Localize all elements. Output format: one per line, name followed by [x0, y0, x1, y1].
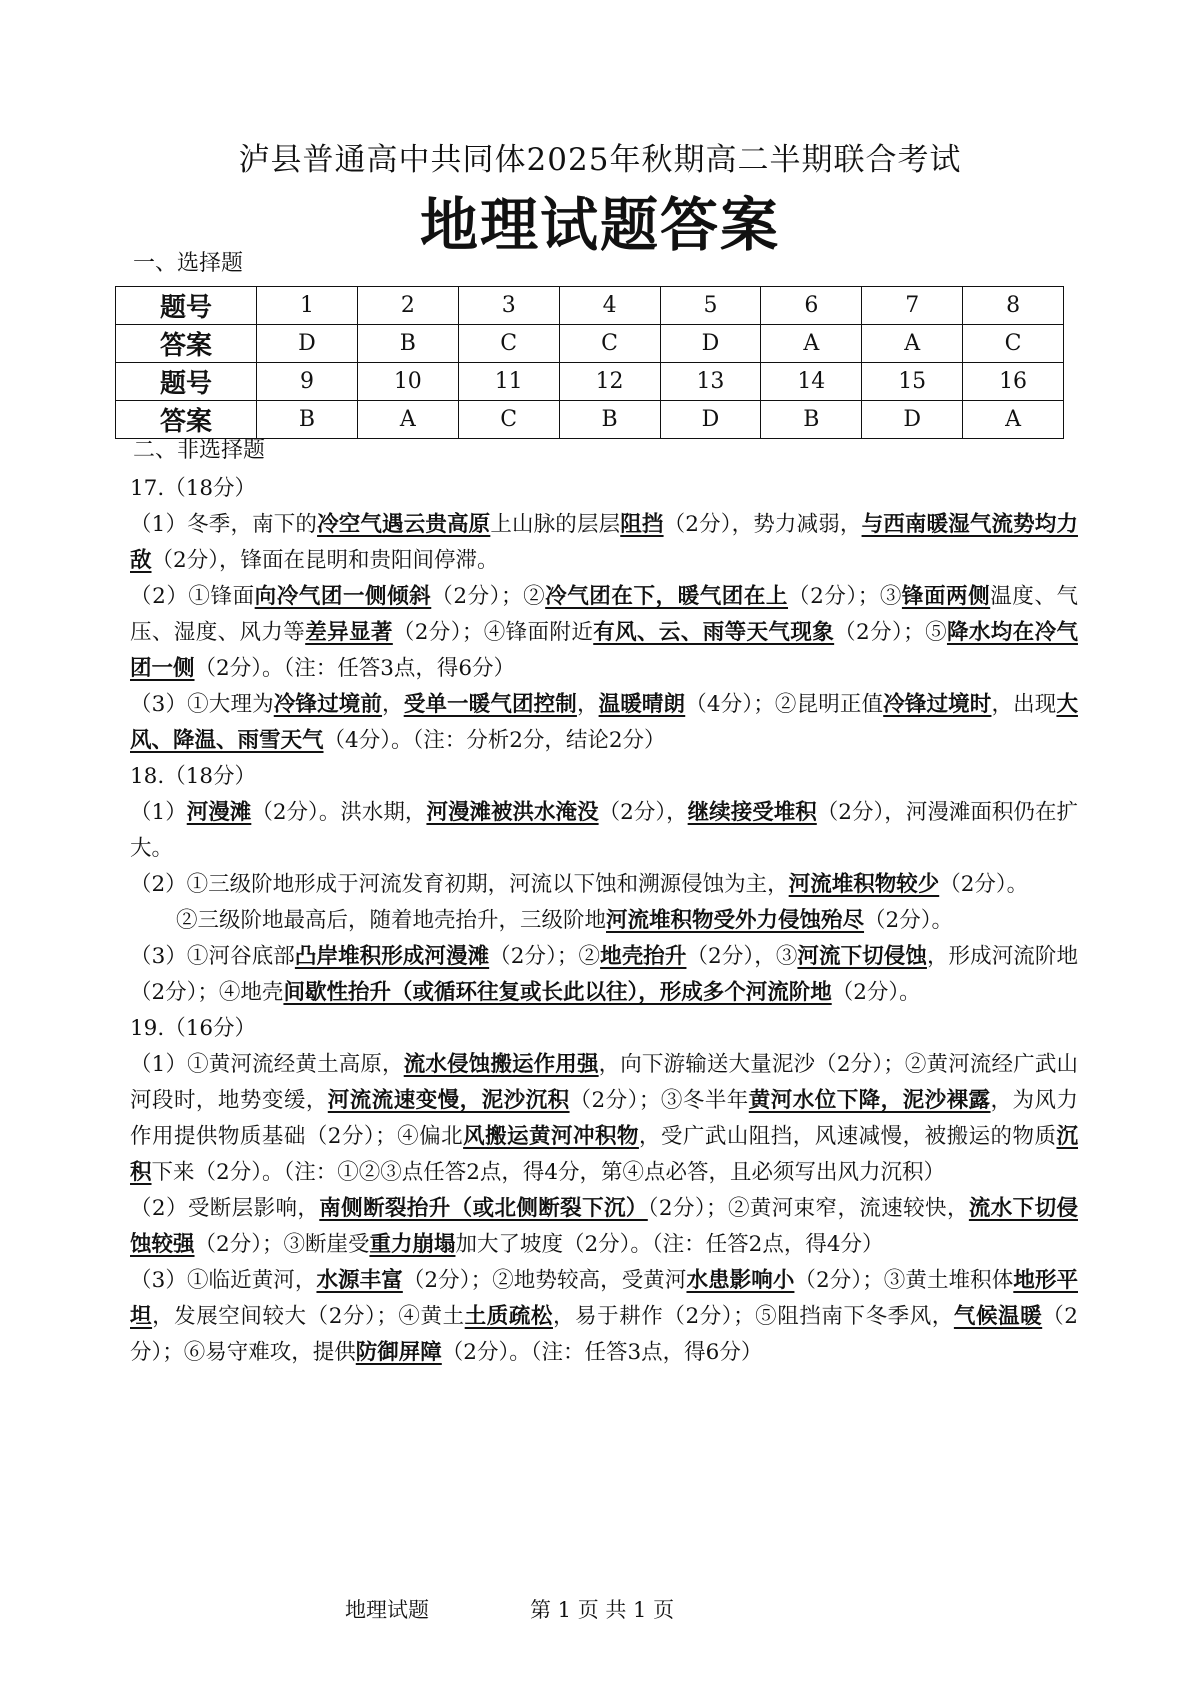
key-phrase: 气候温暖: [953, 1304, 1043, 1329]
table-row: [116, 287, 1064, 325]
answer-text: ，受广武山阻挡，风速减慢，被搬运的物质: [638, 1124, 1057, 1149]
table-cell: D: [862, 401, 963, 439]
key-phrase: 冷气团在下，暖气团在上: [545, 584, 789, 609]
answer-text: （3）①临近黄河，: [130, 1268, 317, 1293]
table-cell: D: [660, 325, 761, 363]
key-phrase: 有风、云、雨等天气现象: [593, 620, 835, 645]
answer-text: （2分），河漫滩面积仍在扩大。: [130, 800, 1078, 861]
key-phrase: 水源丰富: [316, 1268, 403, 1293]
table-cell: D: [660, 401, 761, 439]
table-cell: A: [357, 401, 458, 439]
table-cell: 9: [257, 363, 358, 401]
table-cell: A: [761, 325, 862, 363]
table-cell: 10: [357, 363, 458, 401]
key-phrase: 大风、降温、雨雪天气: [130, 692, 1078, 753]
answer-text: （2分）；③: [788, 584, 902, 609]
key-phrase: 与西南暖湿气流势均力敌: [130, 512, 1078, 573]
key-phrase: 土质疏松: [464, 1304, 553, 1329]
table-cell: B: [257, 401, 358, 439]
answer-key-table: [115, 286, 1064, 439]
q17-part2: [130, 579, 1078, 687]
answer-text: （4分）。（注：分析2分，结论2分）: [323, 728, 666, 753]
row-label-answer: 答案: [116, 401, 257, 439]
answer-text: （2分）；③冬半年: [569, 1088, 749, 1113]
answer-text: （2分）；④锋面附近: [392, 620, 594, 645]
row-label-question-number: 题号: [116, 287, 257, 325]
key-phrase: 流水侵蚀搬运作用强: [403, 1052, 599, 1077]
answer-text: 上山脉的层层: [490, 512, 621, 537]
key-phrase: 风搬运黄河冲积物: [463, 1124, 639, 1149]
key-phrase: 受单一暖气团控制: [403, 692, 577, 717]
key-phrase: 南侧断裂抬升（或北侧断裂下沉）: [319, 1196, 648, 1221]
q18-part2: [130, 867, 1078, 903]
q19-part2: [130, 1191, 1078, 1263]
q19-part3: [130, 1263, 1078, 1371]
section-non-choice-heading: 二、非选择题: [133, 438, 266, 463]
table-cell: 15: [862, 363, 963, 401]
answer-text: （2分）；②黄河束窄，流速较快，: [647, 1196, 969, 1221]
answer-text: （2分）。（注：任答3点，得6分）: [194, 656, 516, 681]
answer-text: （2分）；②: [489, 944, 601, 969]
answer-text: ，发展空间较大（2分）；④黄土: [152, 1304, 465, 1329]
table-cell: 12: [559, 363, 660, 401]
footer-page-number: 第 1 页 共 1 页: [530, 1598, 675, 1622]
key-phrase: 地形平坦: [130, 1268, 1078, 1329]
answer-text: ，为风力作用提供物质基础（2分）；④偏北: [130, 1088, 1078, 1149]
table-cell: 16: [963, 363, 1064, 401]
table-cell: A: [963, 401, 1064, 439]
answer-text: （2分）；③黄土堆积体: [794, 1268, 1014, 1293]
answer-text: （2分），锋面在昆明和贵阳间停滞。: [151, 548, 499, 573]
table-cell: B: [357, 325, 458, 363]
table-cell: 6: [761, 287, 862, 325]
answer-text: （3）①河谷底部: [130, 944, 295, 969]
answer-text: （2）受断层影响，: [130, 1196, 320, 1221]
answer-text: （2）①锋面: [130, 584, 255, 609]
key-phrase: 河流流速变慢，泥沙沉积: [327, 1088, 570, 1113]
question-19-heading: 19.（16分）: [130, 1016, 257, 1041]
key-phrase: 向冷气团一侧倾斜: [254, 584, 432, 609]
footer-subject: 地理试题: [345, 1598, 429, 1622]
table-cell: 11: [458, 363, 559, 401]
answer-text: ，向下游输送大量泥沙（2分）；②黄河流经广武山河段时，地势变缓，: [130, 1052, 1078, 1113]
answer-text: ，出现: [991, 692, 1057, 717]
q17-part3: [130, 687, 1078, 759]
answer-text: ，形成河流阶地（2分）；④地壳: [130, 944, 1078, 1005]
q19-part1: [130, 1047, 1078, 1191]
table-cell: 1: [257, 287, 358, 325]
row-label-question-number: 题号: [116, 363, 257, 401]
exam-title: 泸县普通高中共同体2025年秋期高二半期联合考试: [238, 142, 962, 178]
q17-part1: [130, 507, 1078, 579]
q18-part3: [130, 939, 1078, 1011]
key-phrase: 降水均在冷气团一侧: [130, 620, 1078, 681]
answer-text: （2分），: [598, 800, 688, 825]
key-phrase: 流水下切侵蚀较强: [130, 1196, 1078, 1257]
answer-text: （2分）。: [939, 872, 1029, 897]
key-phrase: 温暖晴朗: [598, 692, 686, 717]
key-phrase: 河漫滩: [186, 800, 252, 825]
table-cell: C: [458, 401, 559, 439]
table-row: [116, 363, 1064, 401]
key-phrase: 河流下切侵蚀: [797, 944, 927, 969]
key-phrase: 防御屏障: [355, 1340, 442, 1365]
answer-title: 地理试题答案: [419, 191, 780, 259]
section-multiple-choice-heading: 一、选择题: [133, 251, 244, 276]
answer-text: （4分）；②昆明正值: [685, 692, 884, 717]
table-row: [116, 325, 1064, 363]
key-phrase: 重力崩塌: [369, 1232, 456, 1257]
table-cell: D: [257, 325, 358, 363]
key-phrase: 地壳抬升: [600, 944, 687, 969]
table-cell: 4: [559, 287, 660, 325]
answer-text: （3）①大理为: [130, 692, 274, 717]
answer-text: （2分）。: [864, 908, 953, 933]
key-phrase: 黄河水位下降，泥沙裸露: [748, 1088, 991, 1113]
key-phrase: 沉积: [130, 1124, 1078, 1185]
key-phrase: 阻挡: [620, 512, 664, 537]
answer-text: （2分）。洪水期，: [251, 800, 427, 825]
table-cell: B: [559, 401, 660, 439]
answer-text: 下来（2分）。（注：①②③点任答2点，得4分，第④点必答，且必须写出风力沉积）: [151, 1160, 946, 1185]
answer-text: （2分）；⑥易守难攻，提供: [130, 1304, 1078, 1365]
answer-text: （1）冬季，南下的: [130, 512, 318, 537]
answer-text: （2分）。: [831, 980, 921, 1005]
answer-text: （1）①黄河流经黄土高原，: [130, 1052, 404, 1077]
answer-text: （2分），③: [686, 944, 798, 969]
key-phrase: 水患影响小: [686, 1268, 795, 1293]
answer-text: （2分）；③断崖受: [194, 1232, 370, 1257]
key-phrase: 河流堆积物受外力侵蚀殆尽: [606, 908, 865, 933]
answer-text: （2分）。（注：任答3点，得6分）: [441, 1340, 763, 1365]
q18-part2-cont: [130, 903, 1078, 939]
answers-body: [130, 471, 1078, 1371]
answer-text: （2分），势力减弱，: [663, 512, 862, 537]
table-cell: 13: [660, 363, 761, 401]
row-label-answer: 答案: [116, 325, 257, 363]
answer-text: （2）①三级阶地形成于河流发育初期，河流以下蚀和溯源侵蚀为主，: [130, 872, 789, 897]
key-phrase: 冷锋过境时: [883, 692, 992, 717]
table-cell: C: [963, 325, 1064, 363]
q18-part1: [130, 795, 1078, 867]
table-cell: 7: [862, 287, 963, 325]
table-cell: A: [862, 325, 963, 363]
key-phrase: 锋面两侧: [901, 584, 991, 609]
answer-text: （1）: [130, 800, 187, 825]
key-phrase: 冷空气遇云贵高原: [317, 512, 491, 537]
table-cell: C: [559, 325, 660, 363]
answer-text: （2分）；②地势较高，受黄河: [402, 1268, 687, 1293]
table-cell: 8: [963, 287, 1064, 325]
key-phrase: 冷锋过境前: [273, 692, 383, 717]
table-cell: 3: [458, 287, 559, 325]
table-cell: 2: [357, 287, 458, 325]
table-cell: C: [458, 325, 559, 363]
answer-text: 加大了坡度（2分）。（注：任答2点，得4分）: [455, 1232, 884, 1257]
answer-text: （2分）；⑤: [834, 620, 947, 645]
answer-text: ，易于耕作（2分）；⑤阻挡南下冬季风，: [552, 1304, 954, 1329]
question-17-heading: 17.（18分）: [130, 476, 257, 501]
table-cell: 14: [761, 363, 862, 401]
answer-text: ②三级阶地最高后，随着地壳抬升，三级阶地: [176, 908, 607, 933]
key-phrase: 差异显著: [305, 620, 393, 645]
key-phrase: 河漫滩被洪水淹没: [426, 800, 599, 825]
table-cell: B: [761, 401, 862, 439]
key-phrase: 河流堆积物较少: [788, 872, 940, 897]
question-18-heading: 18.（18分）: [130, 764, 257, 789]
key-phrase: 继续接受堆积: [687, 800, 817, 825]
key-phrase: 凸岸堆积形成河漫滩: [294, 944, 490, 969]
answer-text: ，: [576, 692, 599, 717]
key-phrase: 间歇性抬升（或循环往复或长此以往），形成多个河流阶地: [283, 980, 832, 1005]
answer-text: （2分）；②: [431, 584, 546, 609]
answer-text: 温度、气压、湿度、风力等: [130, 584, 1078, 645]
table-cell: 5: [660, 287, 761, 325]
answer-text: ，: [382, 692, 404, 717]
